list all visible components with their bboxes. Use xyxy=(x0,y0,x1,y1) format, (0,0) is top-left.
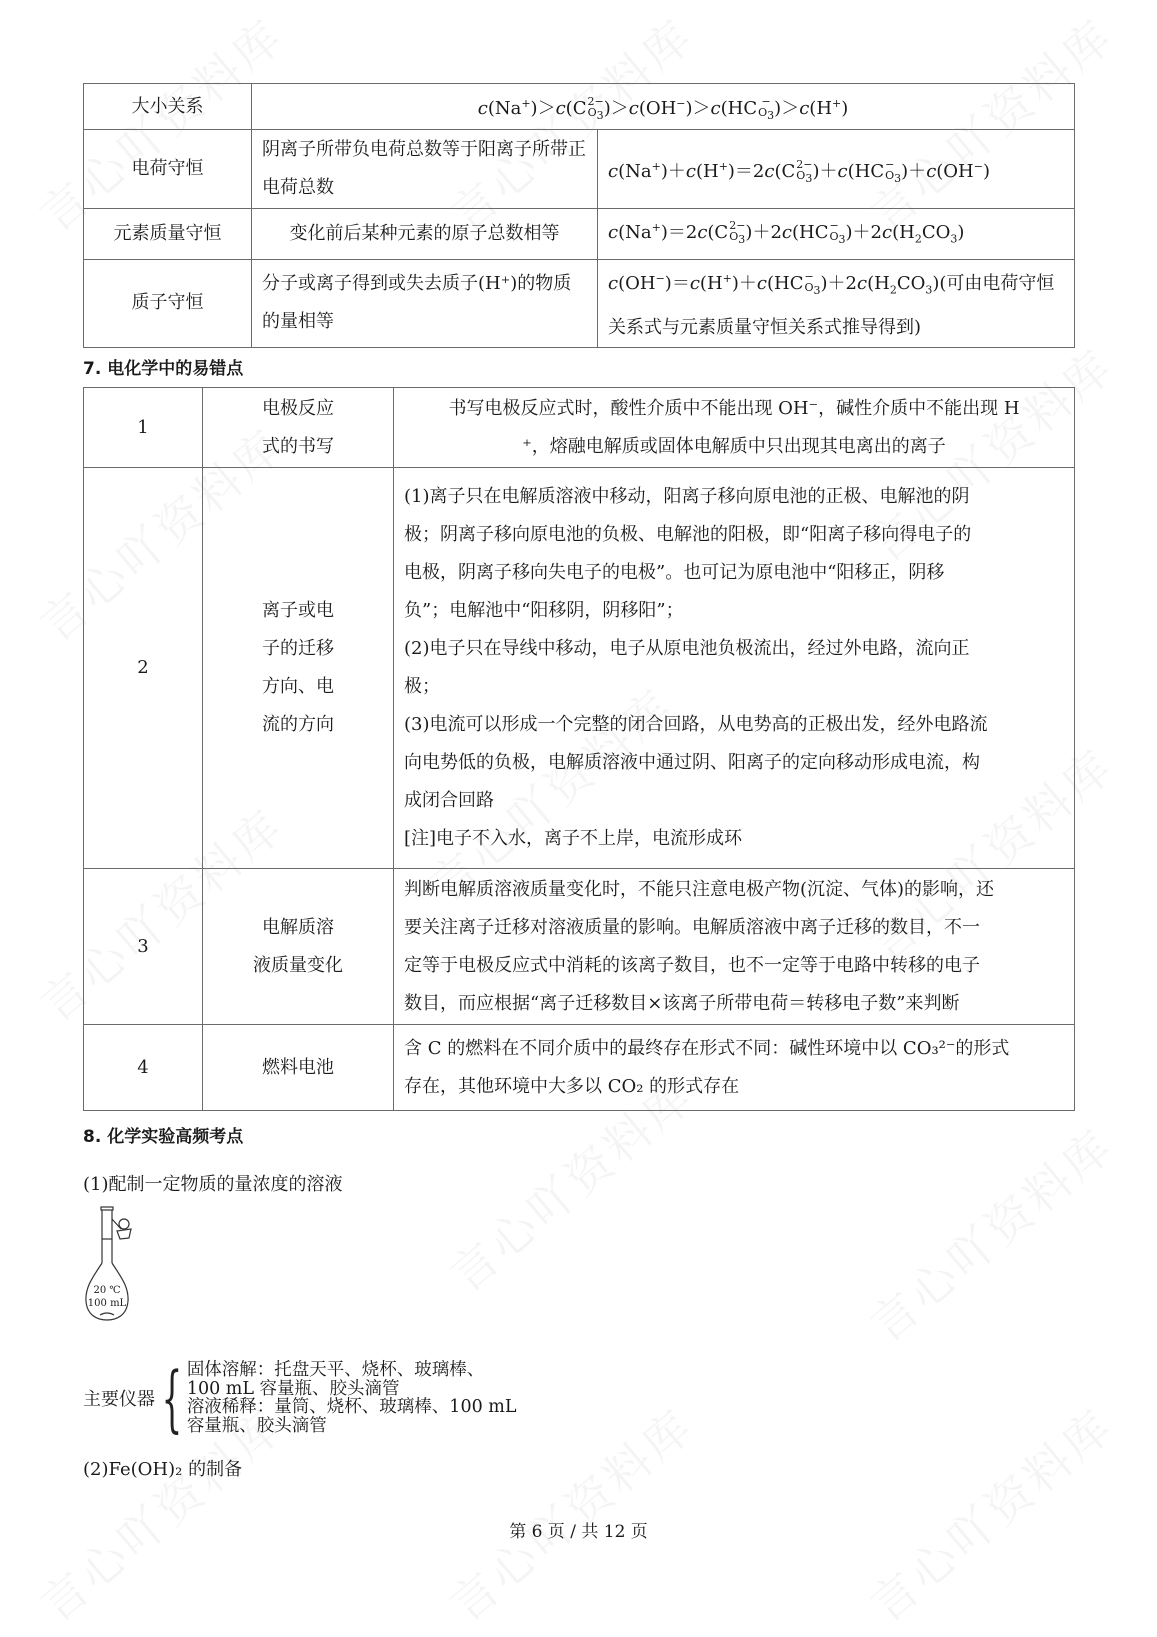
topic-cell xyxy=(203,388,394,468)
topic-line: 燃料电池 xyxy=(262,1056,334,1078)
topic-cell xyxy=(203,1025,394,1111)
ion-relationship-table xyxy=(83,83,1075,348)
topic-cell xyxy=(203,869,394,1025)
row-label: 质子守恒 xyxy=(84,259,252,348)
subsection-1-title: (1)配制一定物质的量浓度的溶液 xyxy=(83,1174,343,1195)
table-row xyxy=(84,869,1075,1025)
instrument-line: 固体溶解：托盘天平、烧杯、玻璃棒、 xyxy=(186,1360,485,1380)
main-instruments-block xyxy=(83,1356,517,1440)
content-line: 成闭合回路 xyxy=(404,790,494,811)
row-label: 元素质量守恒 xyxy=(84,209,252,260)
topic-line: 电解质溶 xyxy=(262,916,334,938)
topic-line: 子的迁移 xyxy=(262,638,334,659)
content-line: 负”；电解池中“阳移阴，阴移阳”； xyxy=(404,600,684,621)
content-line: 存在，其他环境中大多以 CO₂ 的形式存在 xyxy=(404,1075,740,1097)
content-line: (1)离子只在电解质溶液中移动，阳离子移向原电池的正极、电解池的阴 xyxy=(404,486,970,507)
instrument-line: 100 mL 容量瓶、胶头滴管 xyxy=(186,1378,400,1399)
content-line: [注]电子不入水，离子不上岸，电流形成环 xyxy=(404,828,743,849)
description-cell: 变化前后某种元素的原子总数相等 xyxy=(252,209,598,260)
topic-line: 流的方向 xyxy=(262,714,334,735)
topic-line: 离子或电 xyxy=(262,600,334,621)
content-line: (3)电流可以形成一个完整的闭合回路，从电势高的正极出发，经外电路流 xyxy=(404,714,988,735)
formula-cell: c(OH−)＝c(H+)＋c(HC − $O_3$ )$+2c(H_2CO_3)$(可由电荷守恒关系式与元素质量守恒关系式推导得到) xyxy=(598,259,1075,348)
row-number: 1 xyxy=(84,388,203,468)
table-row xyxy=(84,1025,1075,1111)
row-label: 电荷守恒 xyxy=(84,130,252,209)
row-label: 大小关系 xyxy=(84,84,252,130)
formula-cell: c(Na+)＝2c(C 2− $O_3$ )＋2c(HC − $O_3$ )$+2c(H_2CO_3)$ xyxy=(598,209,1075,260)
topic-line: 方向、电 xyxy=(262,676,334,697)
content-line: 含 C 的燃料在不同介质中的最终存在形式不同：碱性环境中以 CO₃²⁻的形式 xyxy=(404,1037,1010,1059)
content-cell xyxy=(394,869,1075,1025)
content-line: 极；阴离子移向原电池的负极、电解池的阳极，即“阳离子移向得电子的 xyxy=(404,524,972,545)
content-line: 定等于电极反应式中消耗的该离子数目，也不一定等于电路中转移的电子 xyxy=(404,954,980,976)
row-number: 4 xyxy=(84,1025,203,1111)
page-footer: 第 6 页 / 共 12 页 xyxy=(509,1522,648,1542)
watermark xyxy=(854,1111,1126,1354)
content-cell xyxy=(394,388,1075,468)
table-row xyxy=(84,468,1075,869)
subsection-2-title: (2)Fe(OH)₂ 的制备 xyxy=(83,1459,243,1480)
topic-line: 电极反应 xyxy=(262,397,334,419)
row-number: 2 xyxy=(84,468,203,869)
formula-cell: c(Na+)＋c(H+)＝2c(C 2− $O_3$ )＋c(HC − $O_3$ )＋c(OH−) xyxy=(598,130,1075,209)
table-row xyxy=(84,209,1075,260)
content-cell xyxy=(394,468,1075,869)
content-line: 要关注离子迁移对溶液质量的影响。电解质溶液中离子迁移的数目，不一 xyxy=(404,916,980,938)
instrument-line: 溶液稀释：量筒、烧杯、玻璃棒、100 mL xyxy=(186,1397,517,1417)
table-row xyxy=(84,84,1075,130)
formula-cell: c(Na+)＞c(C 2− $O_3$ )＞c(OH−)＞c(HC − $O_3$ )＞c(H+) xyxy=(252,84,1075,130)
section-heading-8: 8. 化学实验高频考点 xyxy=(83,1127,244,1147)
instruments-label: 主要仪器 xyxy=(83,1389,155,1410)
electrochemistry-errors-table xyxy=(83,387,1075,1111)
watermark xyxy=(854,1391,1126,1634)
table-row xyxy=(84,388,1075,468)
section-heading-7: 7. 电化学中的易错点 xyxy=(83,359,244,379)
content-line: 书写电极反应式时，酸性介质中不能出现 OH⁻，碱性介质中不能出现 H xyxy=(448,397,1020,419)
table-row xyxy=(84,130,1075,209)
flask-volume-label: 100 mL xyxy=(87,1298,127,1309)
volumetric-flask-illustration xyxy=(83,1205,163,1327)
topic-line: 式的书写 xyxy=(262,435,334,457)
content-line: (2)电子只在导线中移动，电子从原电池负极流出，经过外电路，流向正 xyxy=(404,638,970,659)
content-line: 向电势低的负极，电解质溶液中通过阴、阳离子的定向移动形成电流，构 xyxy=(404,752,980,773)
content-line: 判断电解质溶液质量变化时，不能只注意电极产物(沉淀、气体)的影响，还 xyxy=(404,878,995,900)
content-line: 数目，而应根据“离子迁移数目×该离子所带电荷＝转移电子数”来判断 xyxy=(404,992,960,1014)
flask-temp-label: 20 ℃ xyxy=(93,1285,121,1296)
description-cell: 分子或离子得到或失去质子(H⁺)的物质的量相等 xyxy=(252,259,598,348)
instruments-list xyxy=(187,1361,517,1435)
table-row xyxy=(84,259,1075,348)
content-line: ⁺，熔融电解质或固体电解质中只出现其电离出的离子 xyxy=(522,435,946,457)
left-brace-icon: { xyxy=(161,1356,183,1440)
description-cell: 阴离子所带负电荷总数等于阳离子所带正电荷总数 xyxy=(252,130,598,209)
row-number: 3 xyxy=(84,869,203,1025)
content-cell xyxy=(394,1025,1075,1111)
instrument-line: 容量瓶、胶头滴管 xyxy=(186,1415,327,1436)
content-line: 极； xyxy=(404,676,440,697)
topic-cell xyxy=(203,468,394,869)
topic-line: 液质量变化 xyxy=(253,954,343,976)
content-line: 电极，阴离子移向失电子的电极”。也可记为原电池中“阳移正，阴移 xyxy=(404,562,945,583)
